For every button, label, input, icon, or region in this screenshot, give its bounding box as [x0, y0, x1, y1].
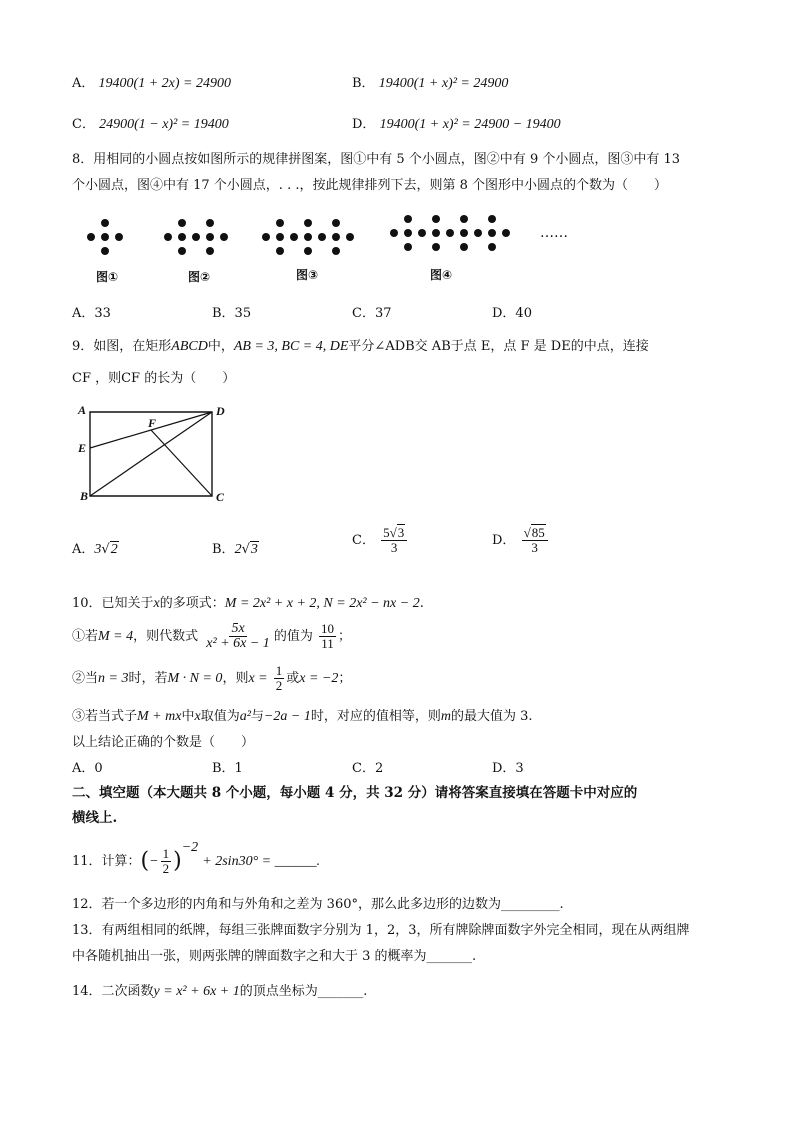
- dot: [432, 243, 440, 251]
- dot: [192, 233, 200, 241]
- dot: [304, 247, 312, 255]
- fraction: $\frac{1}{2}$: [275, 663, 283, 693]
- option-letter: C．: [72, 117, 95, 132]
- dot: [101, 219, 109, 227]
- q7-option-c: [72, 113, 229, 133]
- dot: [488, 215, 496, 223]
- q10-option-c: C．2: [352, 761, 384, 776]
- figure-3-dots: [262, 219, 354, 255]
- dot: [460, 229, 468, 237]
- dot: [206, 233, 214, 241]
- q13-line2: 中各随机抽出一张，则两张牌的牌面数字之和大于 3 的概率为_______.: [72, 949, 477, 964]
- q10-option-d: D．3: [492, 761, 524, 776]
- q9-stem-line1: 9．如图，在矩形ABCD中，AB = 3, BC = 4, DE平分∠ADB交 AB于点 E，点 F 是 DE的中点，连接: [72, 339, 649, 354]
- dot: [115, 233, 123, 241]
- dot: [460, 243, 468, 251]
- q8-option-c: C．37: [352, 306, 392, 321]
- q9-option-b: B．2√3: [212, 542, 258, 557]
- option-letter: A．: [72, 76, 95, 91]
- dot: [276, 219, 284, 227]
- q10-option-a: A．0: [72, 761, 103, 776]
- option-letter: B．: [352, 76, 375, 91]
- q9-option-c: C． $\frac{5√3}{3}$: [352, 526, 409, 555]
- dot: [404, 229, 412, 237]
- q10-stem: 10．已知关于x的多项式：M = 2x² + x + 2, N = 2x² − nx − 2.: [72, 596, 424, 611]
- fraction: $\frac{√85}{3}$: [522, 526, 548, 555]
- dot: [101, 233, 109, 241]
- q9-option-a: A．3√2: [72, 542, 118, 557]
- q13-line1: 13．有两组相同的纸牌，每组三张牌面数字分别为 1，2，3，所有牌除牌面数字外完全相同，现在从两组牌: [72, 923, 690, 938]
- label-c: C: [216, 490, 225, 504]
- dot: [502, 229, 510, 237]
- dot: [488, 229, 496, 237]
- dot: [220, 233, 228, 241]
- label-e: E: [78, 441, 87, 455]
- q9-rectangle-figure: [72, 400, 242, 508]
- dot: [446, 229, 454, 237]
- section-2-heading-line2: 横线上.: [72, 810, 118, 826]
- q7-option-b: [352, 72, 508, 92]
- dot: [474, 229, 482, 237]
- figure-1-label: 图①: [96, 270, 119, 284]
- q7-option-a: [72, 72, 231, 92]
- q7-option-d: [352, 113, 561, 133]
- fraction: $\frac{1}{2}$: [162, 846, 170, 876]
- figure-3-label: 图③: [296, 268, 319, 282]
- fraction: $\frac{5√3}{3}$: [381, 526, 407, 555]
- dot: [178, 219, 186, 227]
- figure-4-label: 图④: [430, 268, 453, 282]
- dot: [432, 215, 440, 223]
- option-expression: 19400(1 + x)² = 24900: [378, 76, 509, 91]
- dot: [404, 243, 412, 251]
- dot: [178, 247, 186, 255]
- q9-option-d: D． $\frac{√85}{3}$: [492, 526, 550, 555]
- dot: [304, 233, 312, 241]
- dot: [404, 215, 412, 223]
- figure-2-label: 图②: [188, 270, 211, 284]
- dot: [164, 233, 172, 241]
- label-d: D: [216, 404, 225, 418]
- q8-dot-figures: [70, 205, 610, 290]
- dot: [432, 229, 440, 237]
- dot: [460, 215, 468, 223]
- dot: [346, 233, 354, 241]
- q10-conclusion: 以上结论正确的个数是（ ）: [72, 735, 255, 750]
- q9-stem-line2: CF ，则CF 的长为（ ）: [72, 371, 236, 386]
- q10-statement-2: ②当n = 3时，若M · N = 0，则x = $\frac{1}{2}$ 或x = −2；: [72, 663, 352, 693]
- segment-cf: [151, 430, 212, 496]
- option-expression: 19400(1 + x)² = 24900 − 19400: [379, 117, 561, 132]
- dot: [390, 229, 398, 237]
- dot: [276, 233, 284, 241]
- fraction: $\frac{10}{11}$: [320, 621, 334, 651]
- dot: [87, 233, 95, 241]
- figure-2-dots: [164, 219, 228, 255]
- dot: [290, 233, 298, 241]
- q8-option-b: B．35: [212, 306, 252, 321]
- figure-4-dots: [390, 215, 510, 251]
- option-letter: D．: [352, 117, 376, 132]
- q8-stem-line2: 个小圆点，图④中有 17 个小圆点，. . .，按此规律排列下去，则第 8 个图形中小圆点的个数为（ ）: [72, 178, 668, 193]
- q8-option-a: A．33: [72, 306, 111, 321]
- dot: [276, 247, 284, 255]
- dot: [332, 247, 340, 255]
- dot: [206, 247, 214, 255]
- q14: 14．二次函数y = x² + 6x + 1的顶点坐标为_______.: [72, 984, 368, 999]
- q11: 11．计算：(− $\frac{1}{2}$ )$^{-2}$ + 2sin30° = ______.: [72, 840, 321, 876]
- dot: [488, 243, 496, 251]
- q12: 12．若一个多边形的内角和与外角和之差为 360°，那么此多边形的边数为_________.: [72, 897, 564, 912]
- option-expression: 19400(1 + 2x) = 24900: [98, 76, 231, 91]
- q8-option-d: D．40: [492, 306, 532, 321]
- dot: [178, 233, 186, 241]
- label-f: F: [148, 416, 157, 430]
- dot: [332, 233, 340, 241]
- option-expression: 24900(1 − x)² = 19400: [99, 117, 229, 132]
- q10-option-b: B．1: [212, 761, 243, 776]
- ellipsis: ……: [540, 225, 568, 241]
- q8-stem-line1: 8．用相同的小圆点按如图所示的规律拼图案，图①中有 5 个小圆点，图②中有 9 个小圆点，图③中有 13: [72, 152, 681, 167]
- fraction: $\frac{5x}{\text{x² + 6x − 1}}$: [206, 621, 270, 651]
- dot: [101, 247, 109, 255]
- section-2-heading-line1: 二、填空题（本大题共 8 个小题，每小题 4 分，共 32 分）请将答案直接填在答题卡中对应的: [72, 785, 638, 801]
- dot: [318, 233, 326, 241]
- figure-1-dots: [87, 219, 123, 255]
- q10-statement-3: ③若当式子M + mx中x取值为a²与−2a − 1时，对应的值相等，则m的最大值为 3.: [72, 709, 533, 724]
- dot: [418, 229, 426, 237]
- label-b: B: [80, 489, 89, 503]
- dot: [304, 219, 312, 227]
- q10-statement-1: ①若M = 4，则代数式 $\frac{5x}{\text{x² + 6x − 1}}$ 的值为 $\frac{10}{11}$ ；: [72, 621, 351, 651]
- label-a: A: [78, 403, 87, 417]
- dot: [262, 233, 270, 241]
- dot: [206, 219, 214, 227]
- dot: [332, 219, 340, 227]
